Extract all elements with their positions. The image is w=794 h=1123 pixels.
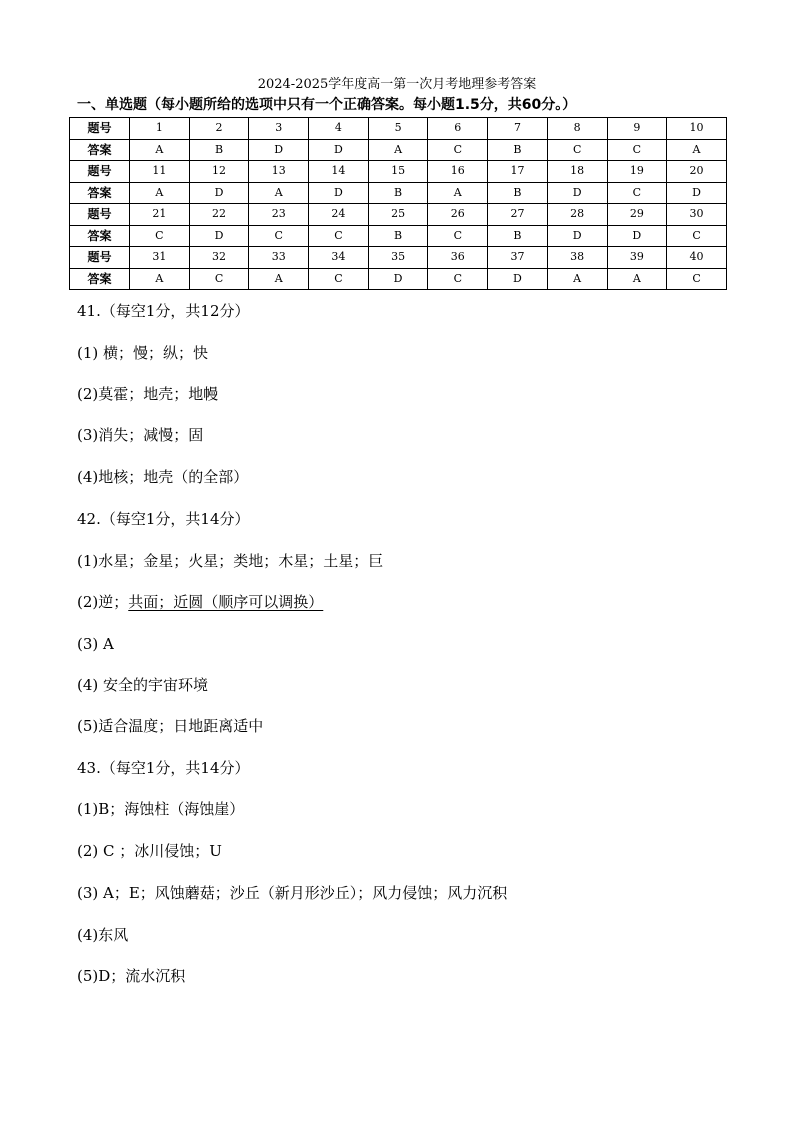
answer-cell: C bbox=[309, 225, 369, 247]
q43-item-1: (1)B；海蚀柱（海蚀崖） bbox=[77, 800, 245, 818]
answer-cell: C bbox=[249, 225, 309, 247]
answer-cell: C bbox=[189, 268, 249, 290]
answer-cell: D bbox=[368, 268, 428, 290]
answer-cell: C bbox=[667, 268, 727, 290]
answer-cell: D bbox=[249, 139, 309, 161]
q43-item-4: (4)东风 bbox=[77, 926, 129, 944]
table-row-number bbox=[70, 118, 727, 140]
question-number-cell: 3 bbox=[249, 118, 309, 140]
question-number-cell: 40 bbox=[667, 247, 727, 269]
answer-cell: D bbox=[189, 182, 249, 204]
answer-cell: D bbox=[607, 225, 667, 247]
question-number-cell: 27 bbox=[488, 204, 548, 226]
q43-header: 43.（每空1分，共14分） bbox=[77, 759, 250, 777]
table-row-answer bbox=[70, 139, 727, 161]
question-number-cell: 21 bbox=[130, 204, 190, 226]
section-heading-single-choice: 一、单选题（每小题所给的选项中只有一个正确答案。每小题1.5分，共60分。） bbox=[77, 97, 577, 113]
answer-cell: A bbox=[130, 268, 190, 290]
answer-cell: C bbox=[428, 268, 488, 290]
question-number-cell: 25 bbox=[368, 204, 428, 226]
q41-item-3: (3)消失；减慢；固 bbox=[77, 426, 204, 444]
answer-cell: A bbox=[130, 182, 190, 204]
question-number-cell: 6 bbox=[428, 118, 488, 140]
q42-item-5: (5)适合温度；日地距离适中 bbox=[77, 717, 264, 735]
q41-item-2: (2)莫霍；地壳；地幔 bbox=[77, 385, 219, 403]
q42-item-2-prefix: (2)逆； bbox=[77, 593, 129, 611]
question-number-cell: 35 bbox=[368, 247, 428, 269]
row-label-number: 题号 bbox=[70, 247, 130, 269]
question-number-cell: 37 bbox=[488, 247, 548, 269]
answer-cell: D bbox=[309, 182, 369, 204]
table-row-answer bbox=[70, 268, 727, 290]
answer-cell: C bbox=[428, 225, 488, 247]
answer-cell: C bbox=[130, 225, 190, 247]
question-number-cell: 26 bbox=[428, 204, 488, 226]
question-number-cell: 18 bbox=[547, 161, 607, 183]
table-row-answer bbox=[70, 225, 727, 247]
question-number-cell: 22 bbox=[189, 204, 249, 226]
q43-item-3: (3) A；E；风蚀蘑菇；沙丘（新月形沙丘）；风力侵蚀；风力沉积 bbox=[77, 884, 508, 902]
question-number-cell: 23 bbox=[249, 204, 309, 226]
answer-cell: C bbox=[607, 139, 667, 161]
answer-cell: A bbox=[547, 268, 607, 290]
answer-cell: D bbox=[189, 225, 249, 247]
answer-cell: A bbox=[130, 139, 190, 161]
row-label-number: 题号 bbox=[70, 204, 130, 226]
q41-header: 41.（每空1分，共12分） bbox=[77, 302, 250, 320]
answer-cell: C bbox=[428, 139, 488, 161]
answer-cell: C bbox=[547, 139, 607, 161]
question-number-cell: 24 bbox=[309, 204, 369, 226]
row-label-answer: 答案 bbox=[70, 225, 130, 247]
question-number-cell: 1 bbox=[130, 118, 190, 140]
question-number-cell: 19 bbox=[607, 161, 667, 183]
question-number-cell: 11 bbox=[130, 161, 190, 183]
q42-item-1: (1)水星；金星；火星；类地；木星；土星；巨 bbox=[77, 552, 384, 570]
answer-cell: D bbox=[547, 225, 607, 247]
answer-cell: C bbox=[607, 182, 667, 204]
answer-cell: D bbox=[547, 182, 607, 204]
row-label-number: 题号 bbox=[70, 161, 130, 183]
question-number-cell: 20 bbox=[667, 161, 727, 183]
question-number-cell: 34 bbox=[309, 247, 369, 269]
question-number-cell: 33 bbox=[249, 247, 309, 269]
question-number-cell: 17 bbox=[488, 161, 548, 183]
q42-header: 42.（每空1分，共14分） bbox=[77, 510, 250, 528]
question-number-cell: 16 bbox=[428, 161, 488, 183]
answer-cell: B bbox=[488, 182, 548, 204]
q42-item-2 bbox=[77, 592, 323, 612]
answer-cell: B bbox=[488, 139, 548, 161]
question-number-cell: 30 bbox=[667, 204, 727, 226]
table-row-number bbox=[70, 247, 727, 269]
answer-cell: A bbox=[368, 139, 428, 161]
question-number-cell: 39 bbox=[607, 247, 667, 269]
question-number-cell: 36 bbox=[428, 247, 488, 269]
q42-item-4: (4) 安全的宇宙环境 bbox=[77, 676, 209, 694]
question-number-cell: 10 bbox=[667, 118, 727, 140]
question-number-cell: 28 bbox=[547, 204, 607, 226]
row-label-answer: 答案 bbox=[70, 268, 130, 290]
answer-cell: A bbox=[428, 182, 488, 204]
answer-cell: B bbox=[368, 182, 428, 204]
table-row-number bbox=[70, 204, 727, 226]
q42-item-3: (3) A bbox=[77, 635, 114, 653]
answer-cell: A bbox=[249, 182, 309, 204]
question-number-cell: 13 bbox=[249, 161, 309, 183]
question-number-cell: 9 bbox=[607, 118, 667, 140]
question-number-cell: 2 bbox=[189, 118, 249, 140]
row-label-number: 题号 bbox=[70, 118, 130, 140]
answer-cell: C bbox=[667, 225, 727, 247]
answer-table bbox=[69, 117, 727, 290]
question-number-cell: 29 bbox=[607, 204, 667, 226]
question-number-cell: 38 bbox=[547, 247, 607, 269]
row-label-answer: 答案 bbox=[70, 182, 130, 204]
question-number-cell: 32 bbox=[189, 247, 249, 269]
question-number-cell: 8 bbox=[547, 118, 607, 140]
answer-cell: B bbox=[488, 225, 548, 247]
table-row-answer bbox=[70, 182, 727, 204]
answer-cell: A bbox=[249, 268, 309, 290]
q43-item-5: (5)D；流水沉积 bbox=[77, 967, 186, 985]
q41-item-4: (4)地核；地壳（的全部） bbox=[77, 468, 249, 486]
question-number-cell: 7 bbox=[488, 118, 548, 140]
question-number-cell: 31 bbox=[130, 247, 190, 269]
q41-item-1: (1) 横；慢；纵；快 bbox=[77, 344, 209, 362]
answer-cell: D bbox=[309, 139, 369, 161]
answer-cell: A bbox=[667, 139, 727, 161]
question-number-cell: 15 bbox=[368, 161, 428, 183]
answer-cell: D bbox=[488, 268, 548, 290]
question-number-cell: 12 bbox=[189, 161, 249, 183]
question-number-cell: 14 bbox=[309, 161, 369, 183]
answer-cell: D bbox=[667, 182, 727, 204]
answer-cell: B bbox=[189, 139, 249, 161]
answer-cell: A bbox=[607, 268, 667, 290]
answer-cell: B bbox=[368, 225, 428, 247]
question-number-cell: 5 bbox=[368, 118, 428, 140]
answer-cell: C bbox=[309, 268, 369, 290]
question-number-cell: 4 bbox=[309, 118, 369, 140]
q43-item-2: (2) C ；冰川侵蚀；U bbox=[77, 842, 222, 860]
q42-item-2-underlined: 共面；近圆（顺序可以调换） bbox=[128, 593, 324, 611]
table-row-number bbox=[70, 161, 727, 183]
document-title: 2024-2025学年度高一第一次月考地理参考答案 bbox=[257, 77, 537, 92]
row-label-answer: 答案 bbox=[70, 139, 130, 161]
